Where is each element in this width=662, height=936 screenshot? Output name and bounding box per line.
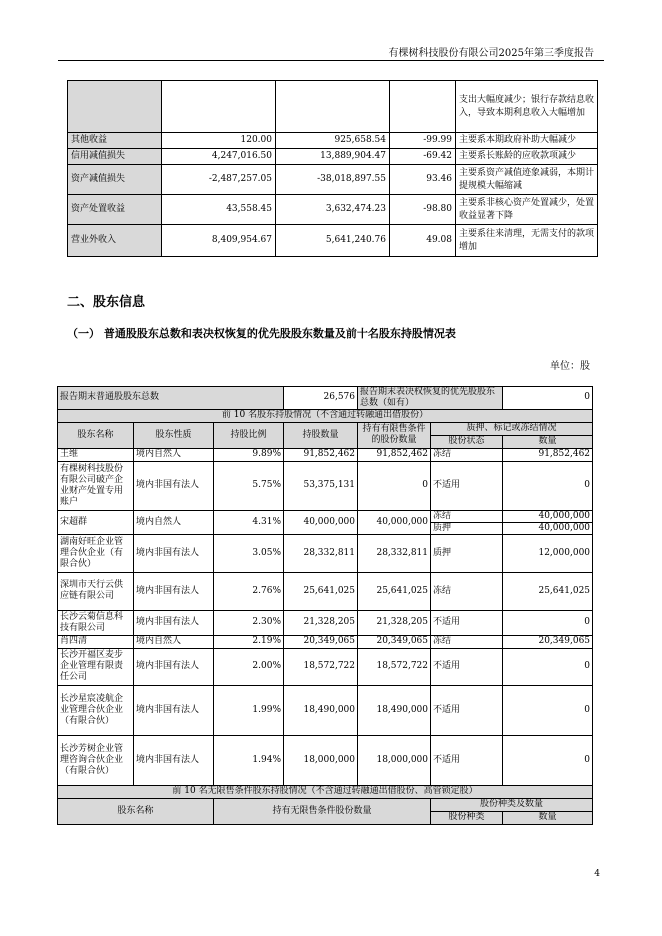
holder-name-cell: 王维 <box>58 448 134 461</box>
holding-qty-cell: 53,375,131 <box>284 461 358 510</box>
restricted-qty-cell: 18,000,000 <box>358 735 431 785</box>
u-col-name-header: 股东名称 <box>58 798 214 824</box>
prior-period-cell <box>276 81 390 133</box>
holder-nature-cell: 境内自然人 <box>134 635 214 648</box>
reason-cell: 主要系非核心资产处置减少，处置收益显著下降 <box>456 195 598 225</box>
current-period-cell: 120.00 <box>162 133 276 149</box>
share-status-cell: 不适用 <box>431 461 503 510</box>
holder-name-cell: 深圳市天行云供应链有限公司 <box>58 572 134 610</box>
pledge-qty-cell: 91,852,462 <box>503 448 593 461</box>
restricted-qty-cell: 20,349,065 <box>358 635 431 648</box>
holding-qty-cell: 21,328,205 <box>284 610 358 635</box>
current-period-cell: -2,487,257.05 <box>162 165 276 195</box>
holding-qty-cell: 91,852,462 <box>284 448 358 461</box>
current-period-cell <box>162 81 276 133</box>
shareholder-row <box>58 534 593 572</box>
shareholder-row <box>58 610 593 635</box>
income-row <box>68 195 598 225</box>
holding-ratio-cell: 2.19% <box>214 635 284 648</box>
holding-ratio-cell: 5.75% <box>214 461 284 510</box>
share-status-cell: 质押 <box>431 522 503 534</box>
shareholder-row <box>58 685 593 735</box>
share-status-cell: 质押 <box>431 534 503 572</box>
holder-name-cell: 肖四清 <box>58 635 134 648</box>
holder-nature-cell: 境内非国有法人 <box>134 461 214 510</box>
prior-period-cell: -38,018,897.55 <box>276 165 390 195</box>
u-col-qty-header: 持有无限售条件股份数量 <box>214 798 431 824</box>
item-cell: 信用减值损失 <box>68 149 162 165</box>
reason-cell: 主要系长账龄的应收款项减少 <box>456 149 598 165</box>
pledge-qty-cell: 0 <box>503 685 593 735</box>
holder-name-cell: 湖南好旺企业管理合伙企业（有限合伙） <box>58 534 134 572</box>
col-nature-header: 股东性质 <box>134 422 214 448</box>
holding-qty-cell: 18,000,000 <box>284 735 358 785</box>
holding-ratio-cell: 2.30% <box>214 610 284 635</box>
share-status-cell: 不适用 <box>431 735 503 785</box>
u-col-qty2-header: 数量 <box>503 811 593 824</box>
item-cell: 营业外收入 <box>68 225 162 257</box>
pledge-qty-cell: 12,000,000 <box>503 534 593 572</box>
change-pct-cell: 93.46 <box>390 165 456 195</box>
pledge-qty-cell: 20,349,065 <box>503 635 593 648</box>
share-status-cell: 冻结 <box>431 635 503 648</box>
pledge-qty-cell: 25,641,025 <box>503 572 593 610</box>
reason-cell: 主要系往来清理，无需支付的款项增加 <box>456 225 598 257</box>
shareholder-row <box>58 572 593 610</box>
holding-ratio-cell: 2.00% <box>214 648 284 685</box>
pledge-qty-cell: 0 <box>503 648 593 685</box>
restricted-qty-cell: 18,490,000 <box>358 685 431 735</box>
item-cell <box>68 81 162 133</box>
holding-qty-cell: 40,000,000 <box>284 510 358 534</box>
unit-label: 单位：股 <box>550 361 590 372</box>
income-row <box>68 133 598 149</box>
current-period-cell: 8,409,954.67 <box>162 225 276 257</box>
col-pledge-qty-header: 数量 <box>503 435 593 448</box>
section-title: 二、股东信息 <box>67 295 146 310</box>
reason-cell: 支出大幅度减少；银行存款结息收入，导致本期利息收入大幅增加 <box>456 81 598 133</box>
holding-ratio-cell: 9.89% <box>214 448 284 461</box>
total-holders-label: 报告期末普通股股东总数 <box>58 387 284 410</box>
current-period-cell: 43,558.45 <box>162 195 276 225</box>
holder-nature-cell: 境内非国有法人 <box>134 534 214 572</box>
section-subtitle: （一） 普通股股东总数和表决权恢复的优先股股东数量及前十名股东持股情况表 <box>67 327 456 340</box>
change-pct-cell: -99.99 <box>390 133 456 149</box>
holding-qty-cell: 20,349,065 <box>284 635 358 648</box>
holder-name-cell: 长沙云菊信息科技有限公司 <box>58 610 134 635</box>
holder-name-cell: 宋超群 <box>58 510 134 534</box>
share-status-cell: 冻结 <box>431 572 503 610</box>
change-pct-cell <box>390 81 456 133</box>
pledge-qty-cell: 0 <box>503 610 593 635</box>
income-row <box>68 81 598 133</box>
prior-period-cell: 925,658.54 <box>276 133 390 149</box>
holder-nature-cell: 境内自然人 <box>134 510 214 534</box>
u-col-type-header: 股份种类 <box>431 811 503 824</box>
col-status-header: 股份状态 <box>431 435 503 448</box>
header-divider <box>58 60 604 61</box>
holder-nature-cell: 境内自然人 <box>134 448 214 461</box>
shareholder-row <box>58 635 593 648</box>
pref-holders-label: 报告期末表决权恢复的优先股股东总数（如有） <box>358 387 503 410</box>
shareholder-row <box>58 648 593 685</box>
holder-name-cell: 长沙星宸凌航企业管理合伙企业（有限合伙） <box>58 685 134 735</box>
income-row <box>68 165 598 195</box>
shareholder-row <box>58 448 593 461</box>
pref-holders-value: 0 <box>503 387 593 410</box>
holder-nature-cell: 境内非国有法人 <box>134 572 214 610</box>
restricted-qty-cell: 40,000,000 <box>358 510 431 534</box>
holder-name-cell: 长沙芳树企业管理咨询合伙企业（有限合伙） <box>58 735 134 785</box>
change-pct-cell: -98.80 <box>390 195 456 225</box>
shareholder-row <box>58 510 593 522</box>
income-row <box>68 149 598 165</box>
item-cell: 资产处置收益 <box>68 195 162 225</box>
income-change-table <box>67 80 598 257</box>
holding-qty-cell: 18,490,000 <box>284 685 358 735</box>
shareholder-table <box>57 386 593 825</box>
col-name-header: 股东名称 <box>58 422 134 448</box>
holder-nature-cell: 境内非国有法人 <box>134 610 214 635</box>
holder-nature-cell: 境内非国有法人 <box>134 648 214 685</box>
change-pct-cell: 49.08 <box>390 225 456 257</box>
share-status-cell: 不适用 <box>431 648 503 685</box>
holder-name-cell: 长沙开福区麦步企业管理有限责任公司 <box>58 648 134 685</box>
prior-period-cell: 5,641,240.76 <box>276 225 390 257</box>
shareholder-row <box>58 735 593 785</box>
share-status-cell: 不适用 <box>431 685 503 735</box>
share-status-cell: 不适用 <box>431 610 503 635</box>
prior-period-cell: 3,632,474.23 <box>276 195 390 225</box>
income-row <box>68 225 598 257</box>
share-status-cell: 冻结 <box>431 510 503 522</box>
unrestricted-title: 前 10 名无限售条件股东持股情况（不含通过转融通出借股份、高管锁定股） <box>58 785 593 798</box>
col-pledge-header: 质押、标记或冻结情况 <box>431 422 593 435</box>
restricted-qty-cell: 18,572,722 <box>358 648 431 685</box>
col-restricted-header: 持有有限售条件的股份数量 <box>358 422 431 448</box>
u-col-type-group-header: 股份种类及数量 <box>431 798 593 811</box>
holding-ratio-cell: 2.76% <box>214 572 284 610</box>
pledge-qty-cell: 40,000,000 <box>503 522 593 534</box>
change-pct-cell: -69.42 <box>390 149 456 165</box>
shareholder-row <box>58 461 593 510</box>
pledge-qty-cell: 40,000,000 <box>503 510 593 522</box>
restricted-qty-cell: 28,332,811 <box>358 534 431 572</box>
holder-name-cell: 有棵树科技股份有限公司破产企业财产处置专用账户 <box>58 461 134 510</box>
item-cell: 其他收益 <box>68 133 162 149</box>
holder-nature-cell: 境内非国有法人 <box>134 735 214 785</box>
restricted-qty-cell: 21,328,205 <box>358 610 431 635</box>
holding-ratio-cell: 3.05% <box>214 534 284 572</box>
page-number: 4 <box>594 869 600 879</box>
item-cell: 资产减值损失 <box>68 165 162 195</box>
holding-ratio-cell: 1.99% <box>214 685 284 735</box>
holding-qty-cell: 18,572,722 <box>284 648 358 685</box>
total-holders-value: 26,576 <box>284 387 358 410</box>
holding-qty-cell: 28,332,811 <box>284 534 358 572</box>
col-ratio-header: 持股比例 <box>214 422 284 448</box>
page-header: 有棵树科技股份有限公司2025年第三季度报告 <box>388 48 594 59</box>
col-qty-header: 持股数量 <box>284 422 358 448</box>
holding-ratio-cell: 1.94% <box>214 735 284 785</box>
current-period-cell: 4,247,016.50 <box>162 149 276 165</box>
prior-period-cell: 13,889,904.47 <box>276 149 390 165</box>
share-status-cell: 冻结 <box>431 448 503 461</box>
holder-nature-cell: 境内非国有法人 <box>134 685 214 735</box>
top10-title: 前 10 名股东持股情况（不含通过转融通出借股份） <box>58 409 593 422</box>
pledge-qty-cell: 0 <box>503 735 593 785</box>
reason-cell: 主要系资产减值迹象减弱，本期计提规模大幅缩减 <box>456 165 598 195</box>
restricted-qty-cell: 25,641,025 <box>358 572 431 610</box>
holding-ratio-cell: 4.31% <box>214 510 284 534</box>
restricted-qty-cell: 0 <box>358 461 431 510</box>
reason-cell: 主要系本期政府补助大幅减少 <box>456 133 598 149</box>
pledge-qty-cell: 0 <box>503 461 593 510</box>
restricted-qty-cell: 91,852,462 <box>358 448 431 461</box>
holding-qty-cell: 25,641,025 <box>284 572 358 610</box>
